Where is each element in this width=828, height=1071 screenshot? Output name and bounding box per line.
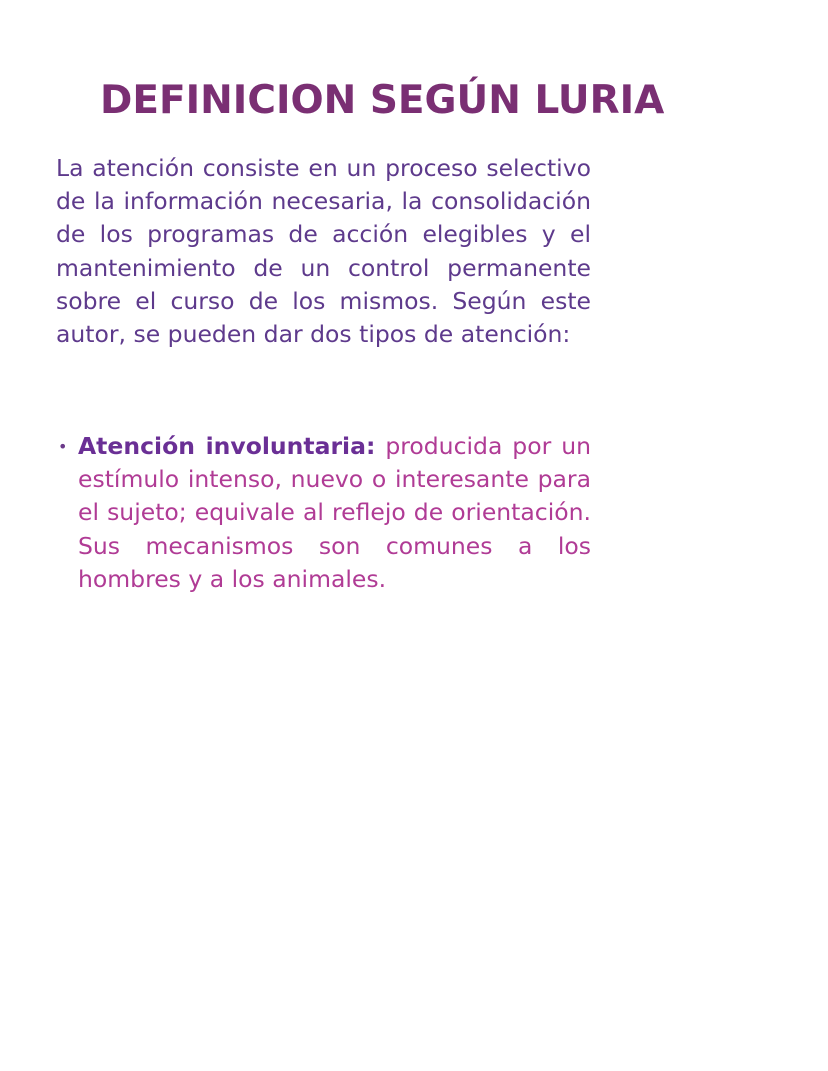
list-item [56,430,591,596]
bullet-list [56,430,591,596]
bullet-term: Atención involuntaria: [78,432,376,460]
intro-paragraph: La atención consiste en un proceso selectivo de la información necesaria, la consolidación de los programas de acción elegibles y el mantenimiento de un control permanente sobre el curso de los mismos. Según este autor, se pueden dar dos tipos de atención: [56,154,591,349]
bullet-text: producida por un estímulo intenso, nuevo o interesante para el sujeto; equivale al reflejo de orientación. Sus mecanismos son comunes a los hombres y a los animales. [78,432,591,593]
bullet-icon: • [58,437,68,456]
slide-title: DEFINICION SEGÚN LURIA [100,78,665,123]
